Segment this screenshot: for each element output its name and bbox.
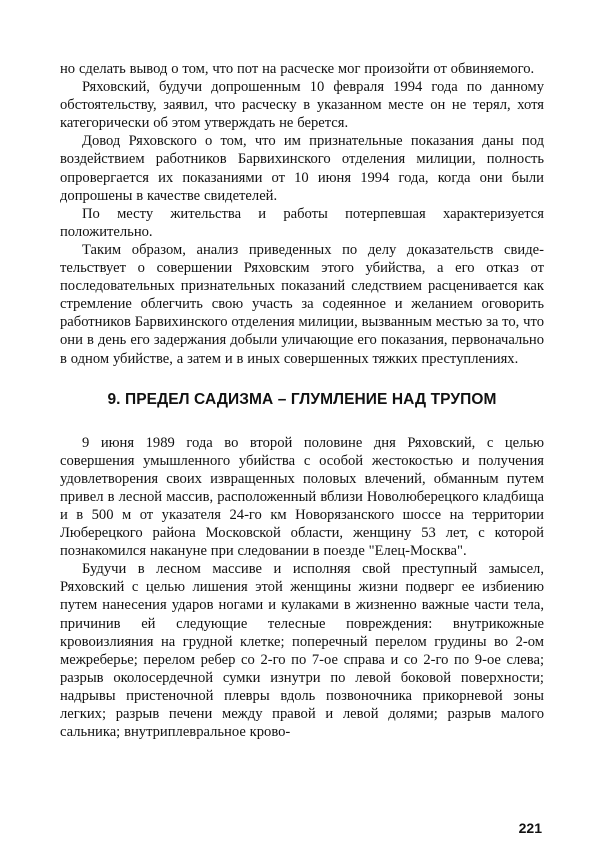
paragraph-ryakhovsky-interrogation: Ряховский, будучи допрошенным 10 февраля 1994 года по данному обстоятельству, заявил, что расческу в указанном месте он не терял, хотя категорически об этом утверждать не берется.: [60, 79, 544, 132]
section-heading: 9. ПРЕДЕЛ САДИЗМА – ГЛУМЛЕНИЕ НАД ТРУПОМ: [107, 390, 497, 408]
paragraph-june-1989-event: 9 июня 1989 года во второй половине дня Ряховский, с целью совершения умышленного убийства с особой жестокостью и получения удовлетворения своих извращенных половых влечений, обманным путем привел в лесной массив, расположенный вблизи Новолюберецкого кладбища и в 500 м от указателя 24-го км Новорязанского шоссе на территории Люберецкого района Московской области, женщину 53 лет, с которой познакомился накануне при следовании в поезде "Елец-Москва".: [60, 434, 544, 560]
paragraph-victim-characterization: По месту жительства и работы потерпевшая характеризуется положительно.: [60, 205, 544, 240]
paragraph-continuation: но сделать вывод о том, что пот на расческе мог произойти от обвиняемого.: [60, 61, 535, 77]
paragraph-confession-argument: Довод Ряховского о том, что им признательные показания даны под воздействием работников Барвихинского отделения милиции, полность опровергается их показаниями от 10 июня 1994 года, когда они были допрошены в качестве свидетелей.: [60, 133, 544, 204]
paragraph-injuries: Будучи в лесном массиве и исполняя свой преступный замысел, Ряховский с целью лишения этой женщины жизни подверг ее избиению путем нанесения ударов ногами и кулаками в жизненно важные части тела, причинив ей следующие телесные повреждения: внутрикожные кровоизлияния на грудной клетке; поперечный перелом грудины во 2-ом межреберье; перелом ребер со 2-го по 7-ое справа и со 2-го по 9-ое слева; разрыв околосердечной сумки изнутри по левой боковой поверхности; надрывы пристеночной плевры вдоль позвоночника прикорневой зоны легких; разрыв печени между правой и левой долями; разрыв малого сальника; внутриплевральное крово-: [60, 561, 544, 741]
page-number: 221: [518, 820, 542, 836]
paragraph-evidence-conclusion: Таким образом, анализ приведенных по делу доказательств свидетельствует о совершении Ряховским этого убийства, а его отказ от последовательных признательных показаний следствием расценивается как стремление облегчить свою участь за содеянное и желанием оговорить работников Барвихинского отделения милиции, вызванным местью за то, что они в день его задержания добыли уличающие его показания, первоначально в одном убийстве, а затем и в иных совершенных тяжких преступлениях.: [60, 241, 544, 367]
